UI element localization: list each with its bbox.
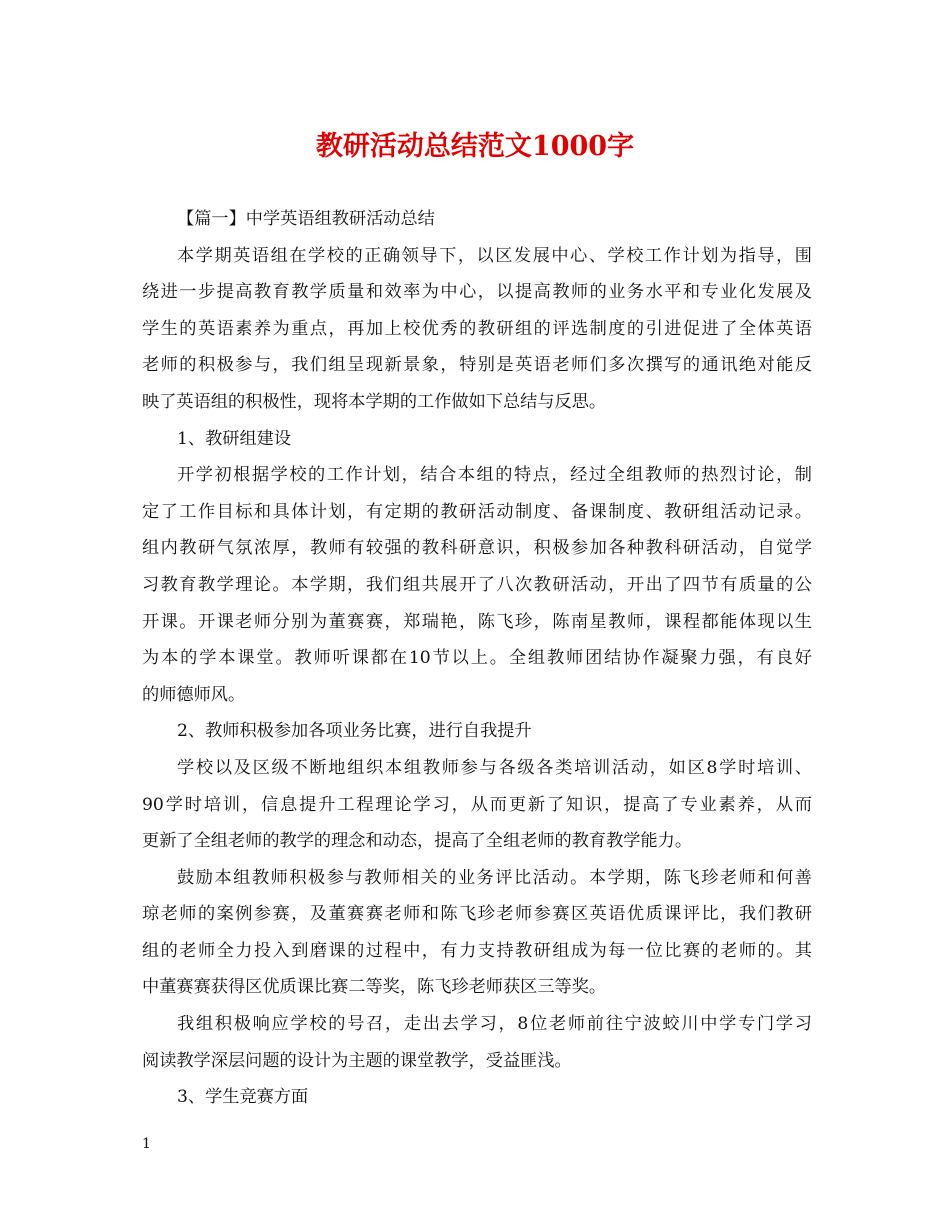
paragraph-line: 学校以及区级不断地组织本组教师参与各级各类培训活动，如区8学时培训、 — [177, 757, 812, 778]
paragraph-line: 中董赛赛获得区优质课比赛二等奖，陈飞珍老师获区三等奖。 — [142, 977, 607, 998]
paragraph-line: 90学时培训，信息提升工程理论学习，从而更新了知识，提高了专业素养，从而 — [142, 794, 812, 815]
document-title: 教研活动总结范文1000字 — [315, 131, 635, 162]
paragraph-line: 映了英语组的积极性，现将本学期的工作做如下总结与反思。 — [142, 391, 607, 412]
paragraph-line: 更新了全组老师的教学的理念和动态，提高了全组老师的教育教学能力。 — [142, 831, 693, 852]
paragraph-line: 为本的学本课堂。教师听课都在10节以上。全组教师团结协作凝聚力强，有良好 — [142, 648, 812, 669]
paragraph-line: 阅读教学深层问题的设计为主题的课堂教学，受益匪浅。 — [142, 1050, 572, 1071]
paragraph-line: 琼老师的案例参赛，及董赛赛老师和陈飞珍老师参赛区英语优质课评比，我们教研 — [142, 904, 812, 925]
document-body — [142, 201, 812, 1116]
paragraph-line: 组的老师全力投入到磨课的过程中，有力支持教研组成为每一位比赛的老师的。其 — [142, 940, 812, 961]
paragraph-line: 开学初根据学校的工作计划，结合本组的特点，经过全组教师的热烈讨论，制 — [177, 465, 812, 486]
paragraph-line: 习教育教学理论。本学期，我们组共展开了八次教研活动，开出了四节有质量的公 — [142, 574, 812, 595]
page-number: 1 — [142, 1136, 151, 1152]
paragraph-line: 绕进一步提高教育教学质量和效率为中心，以提高教师的业务水平和专业化发展及 — [142, 282, 812, 303]
paragraph-line: 定了工作目标和具体计划，有定期的教研活动制度、备课制度、教研组活动记录。 — [142, 501, 812, 522]
paragraph-line: 开课。开课老师分别为董赛赛，郑瑞艳，陈飞珍，陈南星教师，课程都能体现以生 — [142, 611, 812, 632]
paragraph-line: 本学期英语组在学校的正确领导下，以区发展中心、学校工作计划为指导，围 — [177, 245, 812, 266]
paragraph-line: 的师德师风。 — [142, 684, 246, 705]
subsection-heading: 3、学生竞赛方面 — [177, 1087, 309, 1108]
section-heading: 【篇一】中学英语组教研活动总结 — [177, 209, 435, 229]
paragraph-line: 组内教研气氛浓厚，教师有较强的教科研意识，积极参加各种教科研活动，自觉学 — [142, 538, 812, 559]
paragraph-line: 学生的英语素养为重点，再加上校优秀的教研组的评选制度的引进促进了全体英语 — [142, 318, 812, 339]
paragraph-line: 鼓励本组教师积极参与教师相关的业务评比活动。本学期，陈飞珍老师和何善 — [177, 867, 812, 888]
subsection-heading: 2、教师积极参加各项业务比赛，进行自我提升 — [177, 721, 532, 742]
paragraph-line: 我组积极响应学校的号召，走出去学习，8位老师前往宁波蛟川中学专门学习 — [177, 1014, 812, 1035]
paragraph-line: 老师的积极参与，我们组呈现新景象，特别是英语老师们多次撰写的通讯绝对能反 — [142, 355, 812, 376]
subsection-heading: 1、教研组建设 — [177, 428, 292, 449]
